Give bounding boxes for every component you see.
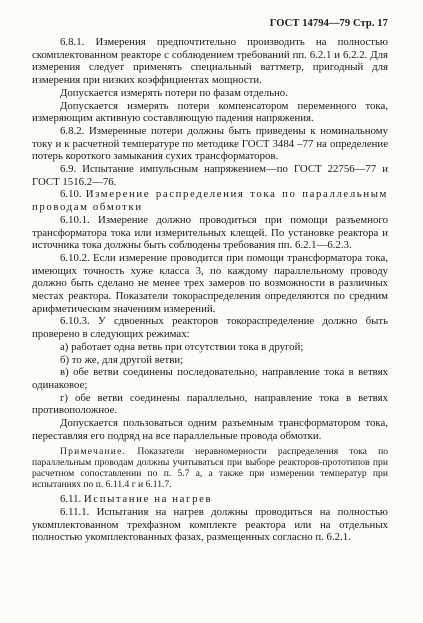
heading-number: 6.11. — [60, 493, 82, 506]
paragraph-6-8-1: 6.8.1. Измерения предпочтительно производить на полностью скомплектованном реакторе с соблюдением требований пп. 6.2.1 и 6.2.2. Для измерения следует применять специальный ваттметр, пригодный для измерения при низких коэффициентах мощности. — [32, 36, 388, 87]
paragraph-6-8-2: 6.8.2. Измеренные потери должны быть приведены к номинальному току и к расчетной температуре по методике ГОСТ 3484 –77 на определение потерь короткого замыкания сухих трансформаторов. — [32, 124, 388, 163]
paragraph-split-transformer: Допускается пользоваться одним разъемным трансформатором тока, переставляя его подряд на все параллельные провода обмотки. — [32, 417, 388, 442]
note — [32, 446, 388, 491]
paragraph-6-10-1: 6.10.1. Измерение должно проводиться при помощи разъемного трансформатора тока или измерительных клещей. По установке реактора и источника тока должны быть соблюдены требования пп. 6.2.1—6.2.3. — [32, 213, 388, 252]
paragraph-losses-by-phase: Допускается измерять потери по фазам отдельно. — [60, 86, 288, 99]
paragraph-6-10-2: 6.10.2. Если измерение проводится при помощи трансформатора тока, имеющих точность хуже класса 3, по каждому параллельному проводу должно быть сделано не менее трех замеров по возможности в различных местах реактора. Показатели токораспределения определяются по средним арифметическим значениям измерений. — [32, 251, 388, 315]
paragraph-6-11-1: 6.11.1. Испытания на нагрев должны проводиться на полностью укомплектованном трехфазном комплекте реактора или на отдельных полностью укомплектованных фазах, размещенных согласно п. 6.2.1. — [32, 506, 388, 544]
paragraph-6-9: 6.9. Испытание импульсным напряжением—по ГОСТ 22756—77 и ГОСТ 1516.2—76. — [32, 163, 388, 188]
note-text: Показатели неравномерности распределения тока по параллельным проводам должны учитываться при выборе реакторов-прототипов при расчетном сопоставлении по п. 5.7 а, а также при измерении температур при испытаниях по п. 6.11.4 г и 6.11.7. — [32, 445, 388, 491]
list-item-g: г) обе ветви соединены параллельно, направление тока в ветвях противоположное. — [32, 391, 388, 417]
heading-text: Испытание на нагрев — [83, 493, 213, 506]
note-label: Примечание. — [60, 445, 127, 457]
page-header: ГОСТ 14794—79 Стр. 17 — [269, 18, 388, 29]
paragraph-6-10-3: 6.10.3. У сдвоенных реакторов токораспределение должно быть проверено в следующих режимах: — [32, 315, 388, 341]
heading-number: 6.10. — [60, 188, 82, 201]
heading-6-10 — [32, 188, 388, 213]
list-item-b: б) то же, для другой ветви; — [60, 353, 184, 366]
document-body — [32, 36, 388, 544]
heading-text: Измерение распределения тока по параллельным проводам обмотки — [32, 188, 388, 214]
paragraph-compensator: Допускается измерять потери компенсатором переменного тока, измеряющим активную составляющую падения напряжения. — [32, 99, 388, 125]
list-item-a: а) работает одна ветвь при отсутствии тока в другой; — [60, 340, 304, 353]
heading-6-11 — [32, 493, 388, 506]
list-item-v: в) обе ветви соединены последовательно, направление тока в ветвях одинаковое; — [32, 366, 388, 391]
